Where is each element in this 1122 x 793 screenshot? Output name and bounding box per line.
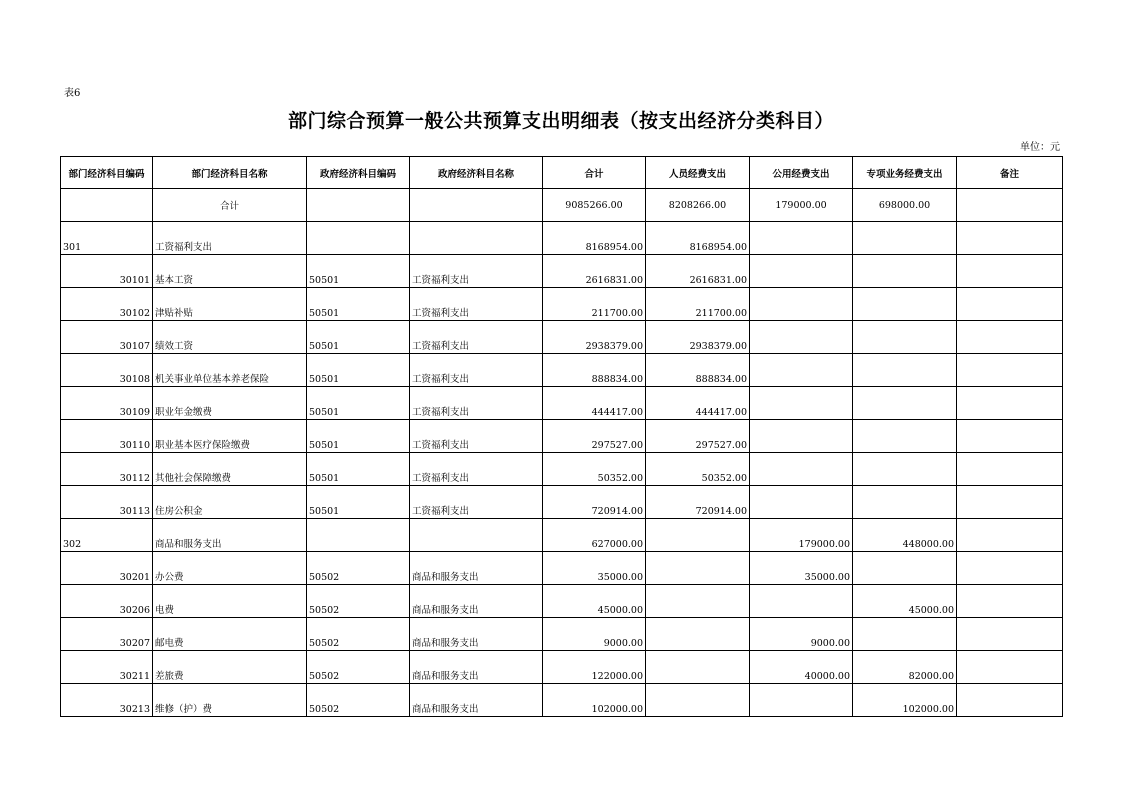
gov-name-cell: 工资福利支出 bbox=[410, 420, 543, 453]
dept-code-cell: 30201 bbox=[61, 552, 153, 585]
special-cell bbox=[853, 387, 957, 420]
note-cell bbox=[957, 255, 1063, 288]
note-cell bbox=[957, 684, 1063, 717]
dept-name-cell: 工资福利支出 bbox=[153, 222, 307, 255]
public-cell: 9000.00 bbox=[750, 618, 853, 651]
gov-code-cell: 50501 bbox=[307, 420, 410, 453]
dept-code-cell: 30207 bbox=[61, 618, 153, 651]
dept-code-cell: 302 bbox=[61, 519, 153, 552]
gov-name-cell: 商品和服务支出 bbox=[410, 651, 543, 684]
gov-name-cell: 工资福利支出 bbox=[410, 453, 543, 486]
special-cell bbox=[853, 354, 957, 387]
total-note bbox=[957, 189, 1063, 222]
total-cell: 444417.00 bbox=[543, 387, 646, 420]
special-cell bbox=[853, 288, 957, 321]
dept-name-cell: 住房公积金 bbox=[153, 486, 307, 519]
col-header-total: 合计 bbox=[543, 157, 646, 189]
special-cell: 45000.00 bbox=[853, 585, 957, 618]
gov-code-cell: 50501 bbox=[307, 387, 410, 420]
gov-code-cell: 50502 bbox=[307, 684, 410, 717]
table-row bbox=[61, 453, 1063, 486]
dept-code-cell: 30101 bbox=[61, 255, 153, 288]
header-row bbox=[61, 157, 1063, 189]
total-sum: 9085266.00 bbox=[543, 189, 646, 222]
table-row bbox=[61, 552, 1063, 585]
dept-code-cell: 30113 bbox=[61, 486, 153, 519]
gov-name-cell: 商品和服务支出 bbox=[410, 684, 543, 717]
public-cell: 35000.00 bbox=[750, 552, 853, 585]
personnel-cell bbox=[646, 618, 750, 651]
note-cell bbox=[957, 354, 1063, 387]
table-row bbox=[61, 684, 1063, 717]
gov-code-cell: 50502 bbox=[307, 585, 410, 618]
public-cell bbox=[750, 684, 853, 717]
total-cell: 888834.00 bbox=[543, 354, 646, 387]
col-header-gov-name: 政府经济科目名称 bbox=[410, 157, 543, 189]
public-cell bbox=[750, 420, 853, 453]
col-header-dept-name: 部门经济科目名称 bbox=[153, 157, 307, 189]
dept-code-cell: 30110 bbox=[61, 420, 153, 453]
total-label: 合计 bbox=[153, 189, 307, 222]
personnel-cell: 211700.00 bbox=[646, 288, 750, 321]
personnel-cell: 444417.00 bbox=[646, 387, 750, 420]
gov-code-cell bbox=[307, 222, 410, 255]
gov-name-cell: 商品和服务支出 bbox=[410, 585, 543, 618]
gov-code-cell: 50501 bbox=[307, 255, 410, 288]
public-cell bbox=[750, 321, 853, 354]
total-cell: 2938379.00 bbox=[543, 321, 646, 354]
dept-code-cell: 30109 bbox=[61, 387, 153, 420]
public-cell bbox=[750, 354, 853, 387]
table-row bbox=[61, 618, 1063, 651]
table-row bbox=[61, 387, 1063, 420]
total-cell: 102000.00 bbox=[543, 684, 646, 717]
special-cell: 448000.00 bbox=[853, 519, 957, 552]
dept-name-cell: 邮电费 bbox=[153, 618, 307, 651]
gov-name-cell: 工资福利支出 bbox=[410, 486, 543, 519]
personnel-cell: 50352.00 bbox=[646, 453, 750, 486]
col-header-public: 公用经费支出 bbox=[750, 157, 853, 189]
personnel-cell: 2938379.00 bbox=[646, 321, 750, 354]
table-row bbox=[61, 288, 1063, 321]
total-dept-code bbox=[61, 189, 153, 222]
personnel-cell: 297527.00 bbox=[646, 420, 750, 453]
dept-name-cell: 机关事业单位基本养老保险 bbox=[153, 354, 307, 387]
note-cell bbox=[957, 651, 1063, 684]
note-cell bbox=[957, 222, 1063, 255]
public-cell bbox=[750, 255, 853, 288]
dept-code-cell: 301 bbox=[61, 222, 153, 255]
personnel-cell: 8168954.00 bbox=[646, 222, 750, 255]
personnel-cell: 2616831.00 bbox=[646, 255, 750, 288]
total-cell: 297527.00 bbox=[543, 420, 646, 453]
total-row bbox=[61, 189, 1063, 222]
special-cell bbox=[853, 486, 957, 519]
gov-name-cell: 商品和服务支出 bbox=[410, 552, 543, 585]
personnel-cell: 888834.00 bbox=[646, 354, 750, 387]
public-cell: 179000.00 bbox=[750, 519, 853, 552]
dept-code-cell: 30108 bbox=[61, 354, 153, 387]
table-tag: 表6 bbox=[64, 88, 81, 99]
note-cell bbox=[957, 453, 1063, 486]
unit-label: 单位：元 bbox=[1020, 142, 1060, 153]
gov-code-cell: 50501 bbox=[307, 321, 410, 354]
col-header-personnel: 人员经费支出 bbox=[646, 157, 750, 189]
dept-name-cell: 职业基本医疗保险缴费 bbox=[153, 420, 307, 453]
gov-code-cell: 50502 bbox=[307, 651, 410, 684]
personnel-cell bbox=[646, 552, 750, 585]
gov-code-cell: 50502 bbox=[307, 552, 410, 585]
total-public: 179000.00 bbox=[750, 189, 853, 222]
note-cell bbox=[957, 585, 1063, 618]
total-special: 698000.00 bbox=[853, 189, 957, 222]
total-cell: 720914.00 bbox=[543, 486, 646, 519]
col-header-note: 备注 bbox=[957, 157, 1063, 189]
total-cell: 45000.00 bbox=[543, 585, 646, 618]
total-cell: 211700.00 bbox=[543, 288, 646, 321]
total-personnel: 8208266.00 bbox=[646, 189, 750, 222]
total-cell: 2616831.00 bbox=[543, 255, 646, 288]
public-cell bbox=[750, 288, 853, 321]
public-cell bbox=[750, 486, 853, 519]
public-cell: 40000.00 bbox=[750, 651, 853, 684]
public-cell bbox=[750, 222, 853, 255]
total-gov-name bbox=[410, 189, 543, 222]
special-cell bbox=[853, 453, 957, 486]
dept-name-cell: 其他社会保障缴费 bbox=[153, 453, 307, 486]
special-cell bbox=[853, 222, 957, 255]
table-row bbox=[61, 651, 1063, 684]
dept-name-cell: 基本工资 bbox=[153, 255, 307, 288]
table-row bbox=[61, 354, 1063, 387]
special-cell: 102000.00 bbox=[853, 684, 957, 717]
table-row bbox=[61, 255, 1063, 288]
gov-code-cell bbox=[307, 519, 410, 552]
col-header-gov-code: 政府经济科目编码 bbox=[307, 157, 410, 189]
personnel-cell bbox=[646, 585, 750, 618]
total-cell: 122000.00 bbox=[543, 651, 646, 684]
dept-code-cell: 30107 bbox=[61, 321, 153, 354]
public-cell bbox=[750, 387, 853, 420]
table-row bbox=[61, 519, 1063, 552]
total-cell: 35000.00 bbox=[543, 552, 646, 585]
note-cell bbox=[957, 288, 1063, 321]
gov-name-cell: 工资福利支出 bbox=[410, 288, 543, 321]
note-cell bbox=[957, 519, 1063, 552]
total-cell: 9000.00 bbox=[543, 618, 646, 651]
gov-name-cell: 工资福利支出 bbox=[410, 321, 543, 354]
dept-code-cell: 30211 bbox=[61, 651, 153, 684]
table-row bbox=[61, 585, 1063, 618]
personnel-cell bbox=[646, 651, 750, 684]
table-row bbox=[61, 486, 1063, 519]
note-cell bbox=[957, 321, 1063, 354]
note-cell bbox=[957, 387, 1063, 420]
dept-name-cell: 办公费 bbox=[153, 552, 307, 585]
dept-name-cell: 差旅费 bbox=[153, 651, 307, 684]
total-gov-code bbox=[307, 189, 410, 222]
gov-name-cell bbox=[410, 519, 543, 552]
total-cell: 50352.00 bbox=[543, 453, 646, 486]
table-row bbox=[61, 420, 1063, 453]
gov-name-cell bbox=[410, 222, 543, 255]
dept-name-cell: 维修（护）费 bbox=[153, 684, 307, 717]
note-cell bbox=[957, 486, 1063, 519]
gov-name-cell: 工资福利支出 bbox=[410, 387, 543, 420]
gov-code-cell: 50501 bbox=[307, 453, 410, 486]
public-cell bbox=[750, 453, 853, 486]
dept-name-cell: 绩效工资 bbox=[153, 321, 307, 354]
gov-code-cell: 50501 bbox=[307, 486, 410, 519]
dept-name-cell: 商品和服务支出 bbox=[153, 519, 307, 552]
total-cell: 8168954.00 bbox=[543, 222, 646, 255]
col-header-dept-code: 部门经济科目编码 bbox=[61, 157, 153, 189]
gov-name-cell: 商品和服务支出 bbox=[410, 618, 543, 651]
total-cell: 627000.00 bbox=[543, 519, 646, 552]
gov-code-cell: 50501 bbox=[307, 354, 410, 387]
table-row bbox=[61, 321, 1063, 354]
note-cell bbox=[957, 552, 1063, 585]
special-cell bbox=[853, 552, 957, 585]
special-cell: 82000.00 bbox=[853, 651, 957, 684]
gov-code-cell: 50501 bbox=[307, 288, 410, 321]
special-cell bbox=[853, 420, 957, 453]
note-cell bbox=[957, 420, 1063, 453]
public-cell bbox=[750, 585, 853, 618]
dept-name-cell: 职业年金缴费 bbox=[153, 387, 307, 420]
special-cell bbox=[853, 255, 957, 288]
page-title: 部门综合预算一般公共预算支出明细表（按支出经济分类科目） bbox=[287, 110, 834, 132]
dept-code-cell: 30112 bbox=[61, 453, 153, 486]
gov-name-cell: 工资福利支出 bbox=[410, 354, 543, 387]
gov-code-cell: 50502 bbox=[307, 618, 410, 651]
dept-code-cell: 30102 bbox=[61, 288, 153, 321]
special-cell bbox=[853, 618, 957, 651]
col-header-special: 专项业务经费支出 bbox=[853, 157, 957, 189]
personnel-cell: 720914.00 bbox=[646, 486, 750, 519]
dept-code-cell: 30213 bbox=[61, 684, 153, 717]
dept-code-cell: 30206 bbox=[61, 585, 153, 618]
note-cell bbox=[957, 618, 1063, 651]
personnel-cell bbox=[646, 684, 750, 717]
dept-name-cell: 电费 bbox=[153, 585, 307, 618]
special-cell bbox=[853, 321, 957, 354]
dept-name-cell: 津贴补贴 bbox=[153, 288, 307, 321]
table-row bbox=[61, 222, 1063, 255]
personnel-cell bbox=[646, 519, 750, 552]
gov-name-cell: 工资福利支出 bbox=[410, 255, 543, 288]
budget-table bbox=[60, 156, 1063, 717]
